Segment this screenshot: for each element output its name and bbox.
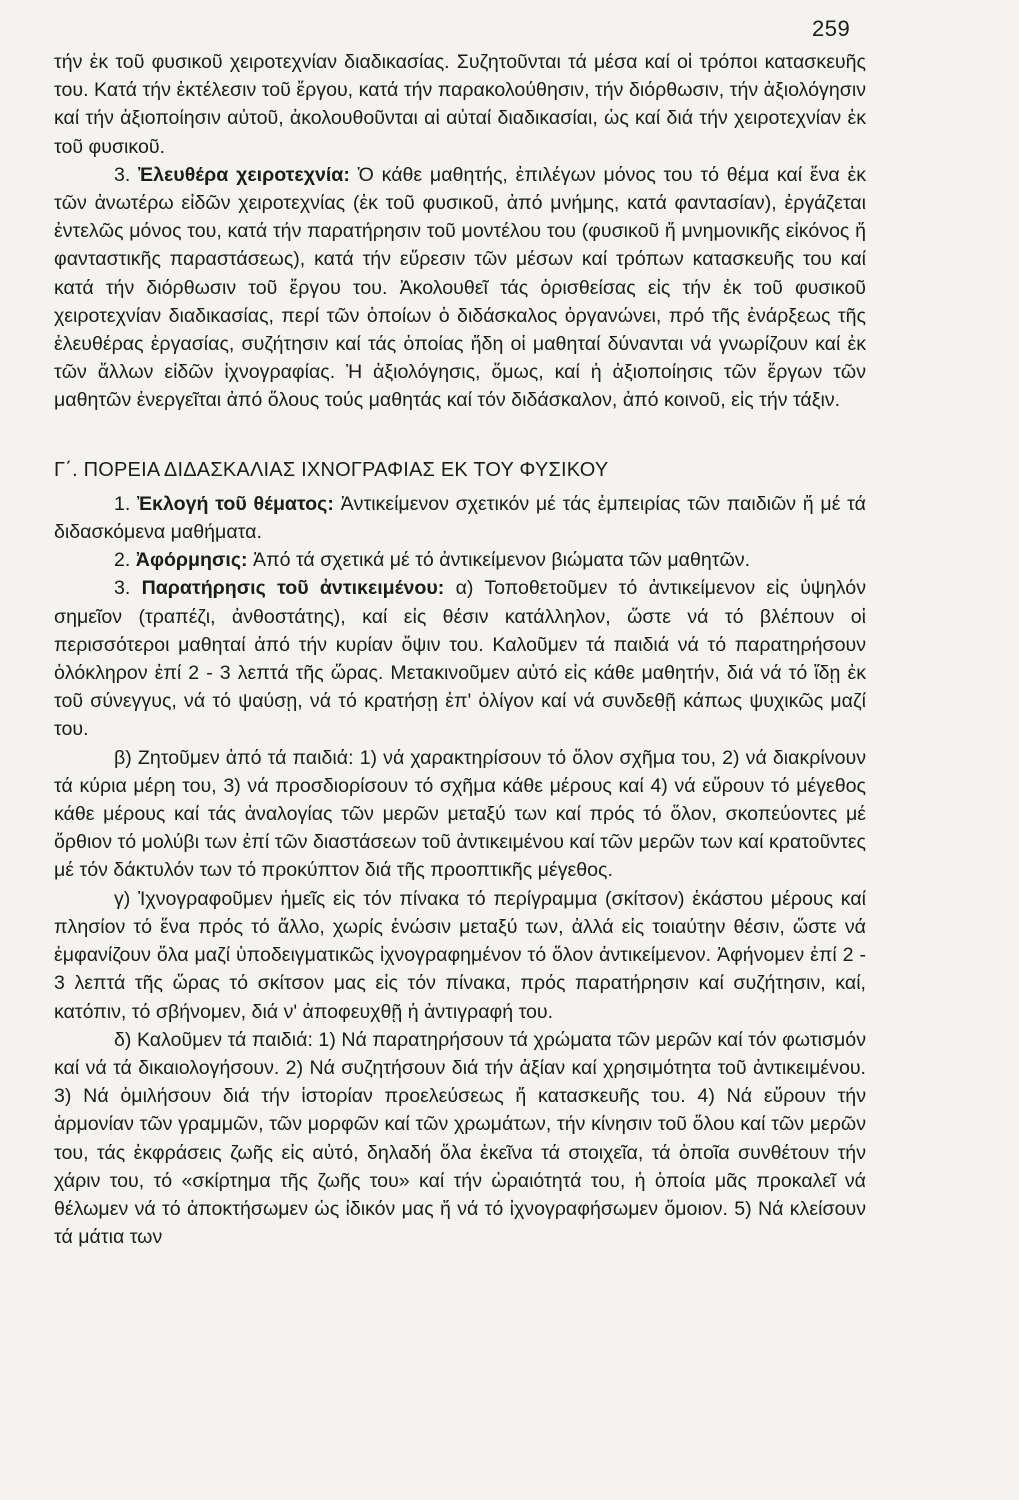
section-heading: Γ΄. ΠΟΡΕΙΑ ΔΙΔΑΣΚΑΛΙΑΣ ΙΧΝΟΓΡΑΦΙΑΣ ΕΚ ΤΟΥ ΦΥΣΙΚΟΥ [54, 458, 609, 481]
free-handicraft-lead: Ἐλευθέρα χειροτεχνία: [138, 163, 350, 186]
page-body [54, 48, 866, 1251]
step-text: Ἀντικείμενον σχετικόν μέ τάς ἐμπειρίας τῶν παιδιῶν ἤ μέ τά διδασκόμενα μαθήματα. [54, 492, 866, 544]
step-motivation [54, 546, 866, 574]
step-number: 2. [114, 549, 131, 572]
step-lead: Ἐκλογή τοῦ θέματος: [137, 492, 334, 515]
sub-paragraph-delta: δ) Καλοῦμεν τά παιδιά: 1) Νά παρατηρήσουν τά χρώματα τῶν μερῶν καί τόν φωτισμόν καί νά τά δικαιολογήσουν. 2) Νά συζητήσουν διά τήν ἀξίαν καί χρησιμότητα τοῦ ἀντικειμένου. 3) Νά ὁμιλήσουν διά τήν ἱστορίαν προελεύσεως ἤ κατασκευῆς του. 4) Νά εὕρουν τήν ἁρμονίαν τῶν γραμμῶν, τῶν μορφῶν καί τῶν χρωμάτων, τήν κίνησιν τοῦ ὅλου καί τῶν μερῶν του, τάς ἐκφράσεις ζωῆς εἰς αὐτό, δηλαδή ὅλα ἐκεῖνα τά στοιχεῖα, τά ὁποῖα συνθέτουν τήν χάριν του, τό «σκίρτημα τῆς ζωῆς του» καί τήν ὡραιότητά του, ἡ ὁποία μᾶς προκαλεῖ νά θέλωμεν νά τό ἀποκτήσωμεν ὡς ἰδικόν μας ἤ νά τό ἰχνογραφήσωμεν ὅμοιον. 5) Νά κλείσουν τά μάτια των [54, 1028, 866, 1249]
sub-paragraph-beta: β) Ζητοῦμεν ἀπό τά παιδιά: 1) νά χαρακτηρίσουν τό ὅλον σχῆμα του, 2) νά διακρίνουν τά κύρια μέρη του, 3) νά προσδιορίσουν τό σχῆμα κάθε μέρους καί 4) νά εὕρουν τό μέγεθος κάθε μέρους καί τάς ἀναλογίας τῶν μερῶν μεταξύ των καί πρός τό ὅλον, σκοπεύοντες μέ ὄρθιον τό μολύβι των ἐπί τῶν διαστάσεων τοῦ ἀντικειμένου καί τῶν μερῶν των καί κρατοῦντες μέ τόν δάκτυλόν των τό προκύπτον διά τῆς προοπτικῆς μέγεθος. [54, 746, 866, 882]
item-number: 3. [114, 163, 131, 186]
step-lead: Ἀφόρμησις: [135, 549, 248, 572]
step-observation [54, 574, 866, 743]
free-handicraft-text: Ὁ κάθε μαθητής, ἐπιλέγων μόνος του τό θέμα καί ἕνα ἐκ τῶν ἀνωτέρω εἰδῶν χειροτεχνίας (ἐκ τοῦ φυσικοῦ, ἀπό μνήμης, κατά φαντασίαν), ἐργάζεται ἐντελῶς μόνος του, κατά τήν παρατήρησιν τοῦ μοντέλου του (φυσικοῦ ἤ μνημονικῆς εἰκόνος ἤ φανταστικῆς παραστάσεως), κατά τήν εὕρεσιν τῶν μέσων καί τρόπων κατασκευῆς του καί κατά τήν διόρθωσιν τοῦ ἔργου του. Ἀκολουθεῖ τάς ὁρισθείσας εἰς τήν ἐκ τοῦ φυσικοῦ χειροτεχνίαν διαδικασίας, περί τῶν ὁποίων ὁ διδάσκαλος ὀργανώνει, πρό τῆς ἐνάρξεως τῆς ἐλευθέρας ἐργασίας, συζήτησιν καί τάς ὁποίας ἤδη οἱ μαθηταί δύνανται νά γνωρίζουν καί ἐκ τῶν ἄλλων εἰδῶν ἰχνογραφίας. Ἡ ἀξιολόγησις, ὅμως, καί ἡ ἀξιοποίησις τῶν ἔργων τῶν μαθητῶν ἐνεργεῖται ἀπό ὅλους τούς μαθητάς καί τόν διδάσκαλον, ἀπό κοινοῦ, εἰς τήν τάξιν. [54, 163, 866, 412]
step-text: α) Τοποθετοῦμεν τό ἀντικείμενον εἰς ὑψηλόν σημεῖον (τραπέζι, ἀνθοστάτης), καί εἰς θέσιν κατάλληλον, ὥστε νά τό βλέπουν οἱ περισσότεροι μαθηταί ἀπό τήν κυρίαν ὄψιν του. Καλοῦμεν τά παιδιά νά τό παρατηρήσουν ὁλόκληρον ἐπί 2 - 3 λεπτά τῆς ὥρας. Μετακινοῦμεν αὐτό εἰς κάθε μαθητήν, διά νά τό ἴδῃ ἐκ τοῦ σύνεγγυς, νά τό ψαύσῃ, νά τό κρατήσῃ ἐπ' ὀλίγον καί νά συνδεθῇ κάπως ψυχικῶς μαζί του. [54, 577, 866, 741]
step-topic-choice [54, 490, 866, 546]
step-number: 3. [114, 577, 131, 600]
step-lead: Παρατήρησις τοῦ ἀντικειμένου: [141, 577, 445, 600]
step-text: Ἀπό τά σχετικά μέ τό ἀντικείμενον βιώματα τῶν μαθητῶν. [253, 549, 751, 572]
page-number: 259 [812, 16, 851, 41]
sub-paragraph-gamma: γ) Ἰχνογραφοῦμεν ἡμεῖς εἰς τόν πίνακα τό περίγραμμα (σκίτσον) ἑκάστου μέρους καί πλησίον τό ἕνα πρός τό ἄλλο, χωρίς ἑνώσιν μεταξύ των, ἀλλά εἰς τοιαύτην θέσιν, ὥστε νά ἐμφανίζουν ὅλα μαζί ὑποδειγματικῶς ἰχνογραφημένον τό ὅλον ἀντικείμενον. Ἀφήνομεν ἐπί 2 - 3 λεπτά τῆς ὥρας τό σκίτσον μας εἰς τόν πίνακα, πρός παρατήρησιν καί συζήτησιν, καί, κατόπιν, τό σβήνομεν, διά ν' ἀποφευχθῇ ἡ ἀντιγραφή του. [54, 887, 866, 1023]
step-number: 1. [114, 492, 131, 515]
free-handicraft-paragraph [54, 161, 866, 415]
intro-paragraph: τήν ἐκ τοῦ φυσικοῦ χειροτεχνίαν διαδικασίας. Συζητοῦνται τά μέσα καί οἱ τρόποι κατασκευῆς του. Κατά τήν ἐκτέλεσιν τοῦ ἔργου, κατά τήν παρακολούθησιν, τήν διόρθωσιν, τήν ἀξιολόγησιν καί τήν ἀξιοποίησιν αὐτοῦ, ἀκολουθοῦνται αἱ αὐταί διαδικασίαι, ὡς καί διά τήν χειροτεχνίαν ἐκ τοῦ φυσικοῦ. [54, 51, 866, 158]
